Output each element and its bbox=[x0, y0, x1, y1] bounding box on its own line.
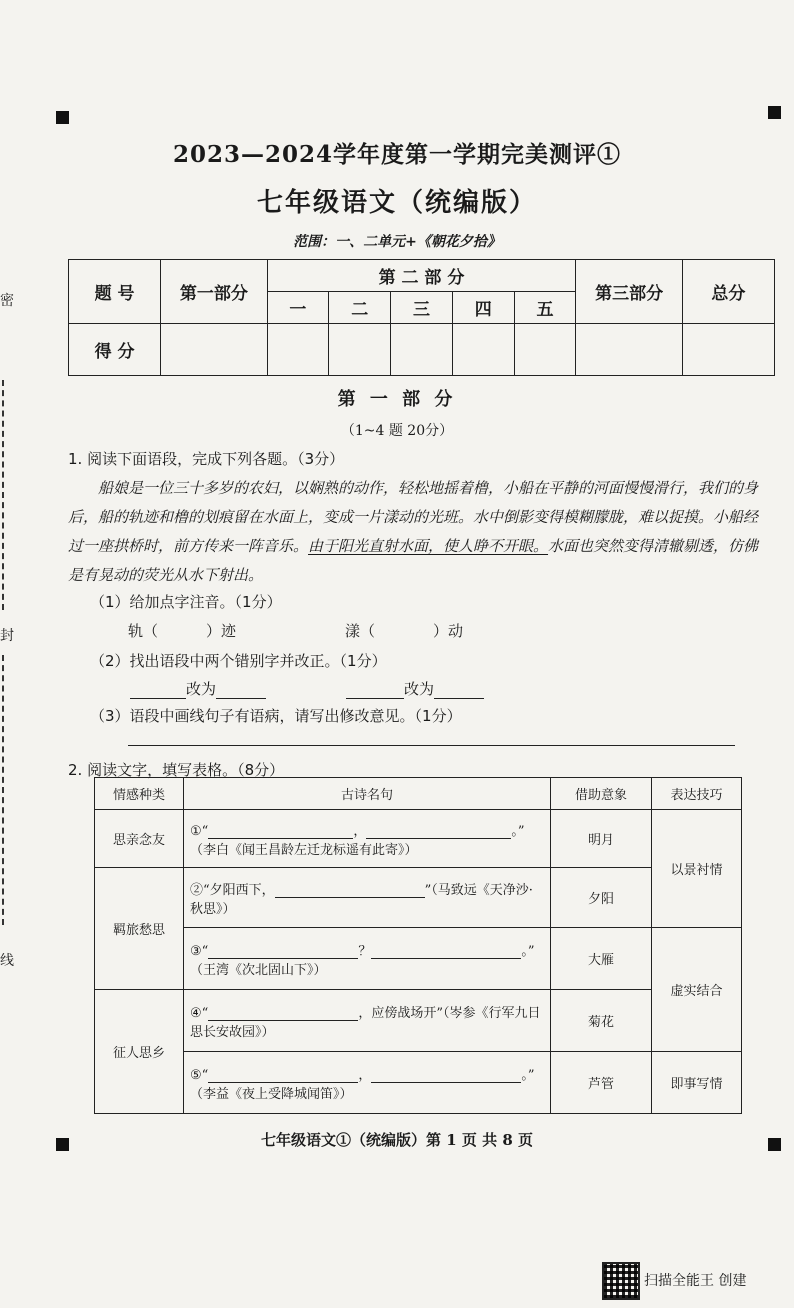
poem-line-1: ①“ ， 。” （李白《闻王昌龄左迁龙标遥有此寄》） bbox=[184, 810, 551, 868]
section-subtitle: （1~4 题 20分） bbox=[340, 423, 454, 439]
score-cell[interactable] bbox=[391, 324, 453, 376]
question-1-passage bbox=[68, 474, 768, 590]
image-cell: 菊花 bbox=[551, 990, 652, 1052]
poem-header: 情感种类 bbox=[95, 778, 184, 810]
exam-subtitle: 七年级语文（统编版） bbox=[256, 188, 537, 218]
score-header-part3: 第三部分 bbox=[576, 260, 682, 324]
emotion-cell: 征人思乡 bbox=[95, 990, 184, 1114]
emotion-cell: 羁旅愁思 bbox=[95, 868, 184, 990]
side-mark-xian: 线 bbox=[0, 953, 14, 969]
answer-blank[interactable] bbox=[208, 1066, 358, 1083]
emotion-cell: 思亲念友 bbox=[95, 810, 184, 868]
q1-sub3-answer-line[interactable] bbox=[128, 745, 735, 746]
score-header-total: 总分 bbox=[682, 260, 774, 324]
poem-line-2: ②“夕阳西下， ”（马致远《天净沙·秋思》） bbox=[184, 868, 551, 928]
score-cell[interactable] bbox=[452, 324, 514, 376]
q1-sub2: （2）找出语段中两个错别字并改正。（1分） bbox=[90, 652, 387, 670]
registration-mark bbox=[768, 106, 781, 119]
q1-sub1-word2: 漾（ ）动 bbox=[345, 622, 464, 640]
answer-blank[interactable] bbox=[208, 1004, 358, 1021]
image-cell: 大雁 bbox=[551, 928, 652, 990]
page-footer: 七年级语文①（统编版）第 1 页 共 8 页 bbox=[261, 1131, 533, 1149]
answer-blank[interactable] bbox=[208, 942, 358, 959]
score-cell[interactable] bbox=[576, 324, 682, 376]
registration-mark bbox=[56, 111, 69, 124]
section-title: 第 一 部 分 bbox=[337, 389, 457, 410]
question-1-stem: 1. 阅读下面语段，完成下列各题。（3分） bbox=[68, 450, 345, 468]
poem-table bbox=[94, 777, 742, 1114]
score-cell[interactable] bbox=[267, 324, 329, 376]
technique-cell: 即事写情 bbox=[652, 1052, 742, 1114]
score-cell[interactable] bbox=[161, 324, 267, 376]
score-header-item: 三 bbox=[391, 292, 453, 324]
passage-text: 船娘是一位三十多岁的农妇，以娴熟的动作，轻松地摇着橹，小船在平静的河面慢慢滑行，我们的身后，船的轨迹和橹的划痕留在水面上，变成一片漾动的光班。水中倒影变得模糊朦胧，难以捉摸。小船经过一座拱桥时，前方传来一阵音乐。 bbox=[68, 479, 759, 555]
passage-underlined: 由于阳光直射水面，使人睁不开眼。 bbox=[308, 537, 549, 555]
poem-header: 借助意象 bbox=[551, 778, 652, 810]
scanner-watermark: 扫描全能王 创建 bbox=[644, 1273, 747, 1289]
score-row-label: 得 分 bbox=[69, 324, 161, 376]
answer-blank[interactable] bbox=[208, 822, 353, 839]
binding-dash-line bbox=[2, 655, 8, 925]
score-header-item: 五 bbox=[514, 292, 576, 324]
qr-code-icon bbox=[602, 1262, 640, 1300]
image-cell: 夕阳 bbox=[551, 868, 652, 928]
answer-blank[interactable] bbox=[434, 682, 484, 699]
answer-blank[interactable] bbox=[371, 1066, 521, 1083]
score-cell[interactable] bbox=[682, 324, 774, 376]
score-header-item: 四 bbox=[452, 292, 514, 324]
binding-dash-line bbox=[2, 380, 8, 610]
question-2-stem: 2. 阅读文字，填写表格。（8分） bbox=[68, 761, 285, 779]
passage-text: 水面也突然变得清辙剔透，仿佛是有晃动的荧光从水下射出。 bbox=[68, 537, 759, 584]
score-header-item: 一 bbox=[267, 292, 329, 324]
image-cell: 芦管 bbox=[551, 1052, 652, 1114]
exam-range: 范围：一、二单元+《朝花夕拾》 bbox=[293, 234, 501, 250]
answer-blank[interactable] bbox=[366, 822, 511, 839]
answer-blank[interactable] bbox=[371, 942, 521, 959]
q1-sub3: （3）语段中画线句子有语病，请写出修改意见。（1分） bbox=[90, 707, 462, 725]
score-header-tihao: 题 号 bbox=[69, 260, 161, 324]
q1-sub2-answer2: 改为 bbox=[346, 678, 484, 699]
q1-sub2-answer1: 改为 bbox=[130, 678, 266, 699]
score-header-part1: 第一部分 bbox=[161, 260, 267, 324]
exam-title: 2023—2024学年度第一学期完美测评① bbox=[172, 141, 622, 168]
technique-cell: 以景衬情 bbox=[652, 810, 742, 928]
score-header-part2: 第 二 部 分 bbox=[267, 260, 576, 292]
poem-header: 表达技巧 bbox=[652, 778, 742, 810]
score-table bbox=[68, 259, 775, 376]
answer-blank[interactable] bbox=[216, 682, 266, 699]
image-cell: 明月 bbox=[551, 810, 652, 868]
score-cell[interactable] bbox=[514, 324, 576, 376]
side-mark-mi: 密 bbox=[0, 293, 14, 309]
side-mark-feng: 封 bbox=[0, 628, 14, 644]
poem-header: 古诗名句 bbox=[184, 778, 551, 810]
answer-blank[interactable] bbox=[130, 682, 186, 699]
technique-cell: 虚实结合 bbox=[652, 928, 742, 1052]
score-header-item: 二 bbox=[329, 292, 391, 324]
poem-line-5: ⑤“ ， 。” （李益《夜上受降城闻笛》） bbox=[184, 1052, 551, 1114]
answer-blank[interactable] bbox=[346, 682, 404, 699]
q1-sub1: （1）给加点字注音。（1分） bbox=[90, 593, 282, 611]
poem-line-4: ④“ ，应傍战场开”（岑参《行军九日思长安故园》） bbox=[184, 990, 551, 1052]
answer-blank[interactable] bbox=[275, 881, 425, 898]
score-cell[interactable] bbox=[329, 324, 391, 376]
q1-sub1-word1: 轨（ ）迹 bbox=[128, 622, 237, 640]
poem-line-3: ③“ ？ 。” （王湾《次北固山下》） bbox=[184, 928, 551, 990]
